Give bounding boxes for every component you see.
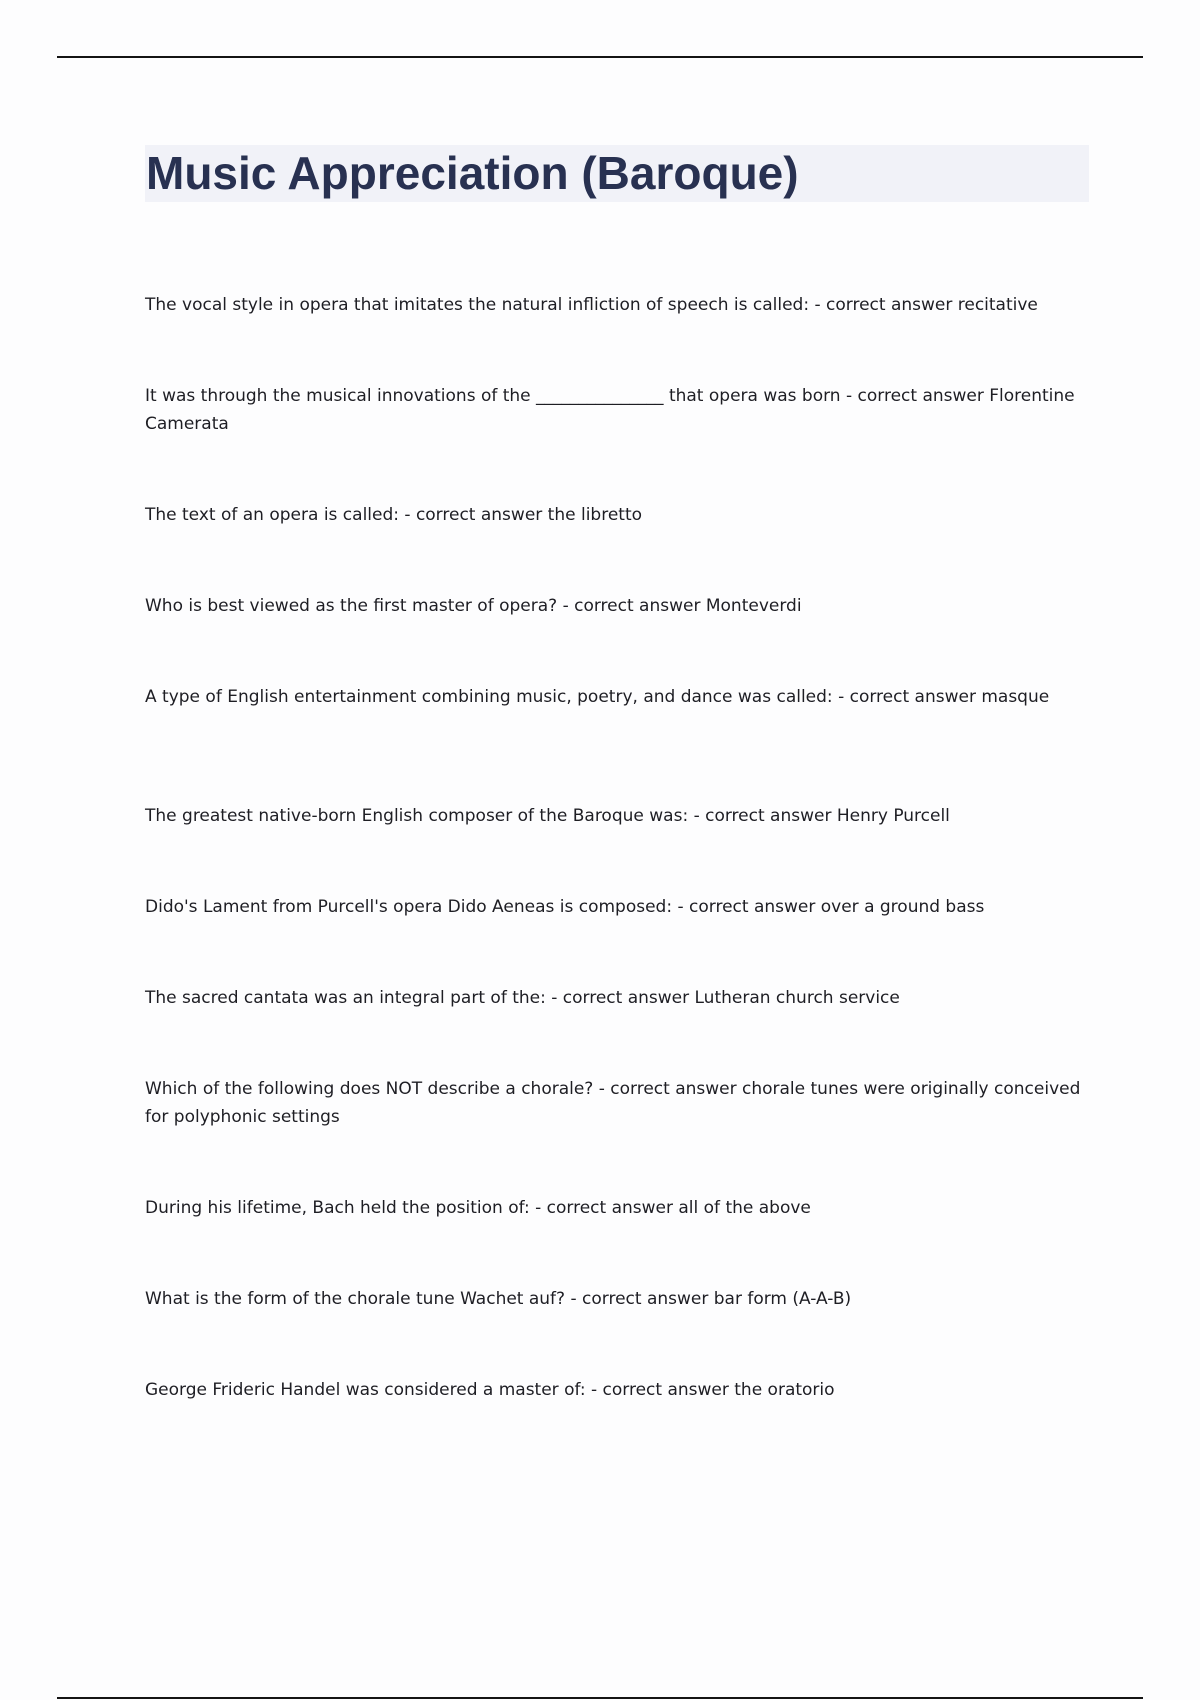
question-item: The greatest native-born English composer of the Baroque was: - correct answer Henry Purcell <box>145 806 950 826</box>
question-list <box>145 291 1085 1467</box>
question-item: The vocal style in opera that imitates the natural infliction of speech is called: - correct answer recitative <box>145 295 1038 315</box>
question-item: A type of English entertainment combining music, poetry, and dance was called: - correct answer masque <box>145 687 1050 707</box>
question-item: It was through the musical innovations of the _______________ that opera was born - correct answer Florentine Camerata <box>145 386 1075 434</box>
question-item: During his lifetime, Bach held the position of: - correct answer all of the above <box>145 1198 811 1218</box>
question-item: George Frideric Handel was considered a master of: - correct answer the oratorio <box>145 1380 835 1400</box>
question-item: Which of the following does NOT describe a chorale? - correct answer chorale tunes were originally conceived for polyphonic settings <box>145 1079 1081 1127</box>
bottom-divider <box>57 1697 1143 1699</box>
page-title: Music Appreciation (Baroque) <box>146 147 799 199</box>
question-item: Who is best viewed as the first master of opera? - correct answer Monteverdi <box>145 596 802 616</box>
question-item: Dido's Lament from Purcell's opera Dido Aeneas is composed: - correct answer over a ground bass <box>145 897 985 917</box>
question-item: What is the form of the chorale tune Wachet auf? - correct answer bar form (A-A-B) <box>145 1289 852 1309</box>
question-item: The sacred cantata was an integral part of the: - correct answer Lutheran church service <box>145 988 900 1008</box>
question-item: The text of an opera is called: - correct answer the libretto <box>145 505 643 525</box>
top-divider <box>57 56 1143 58</box>
